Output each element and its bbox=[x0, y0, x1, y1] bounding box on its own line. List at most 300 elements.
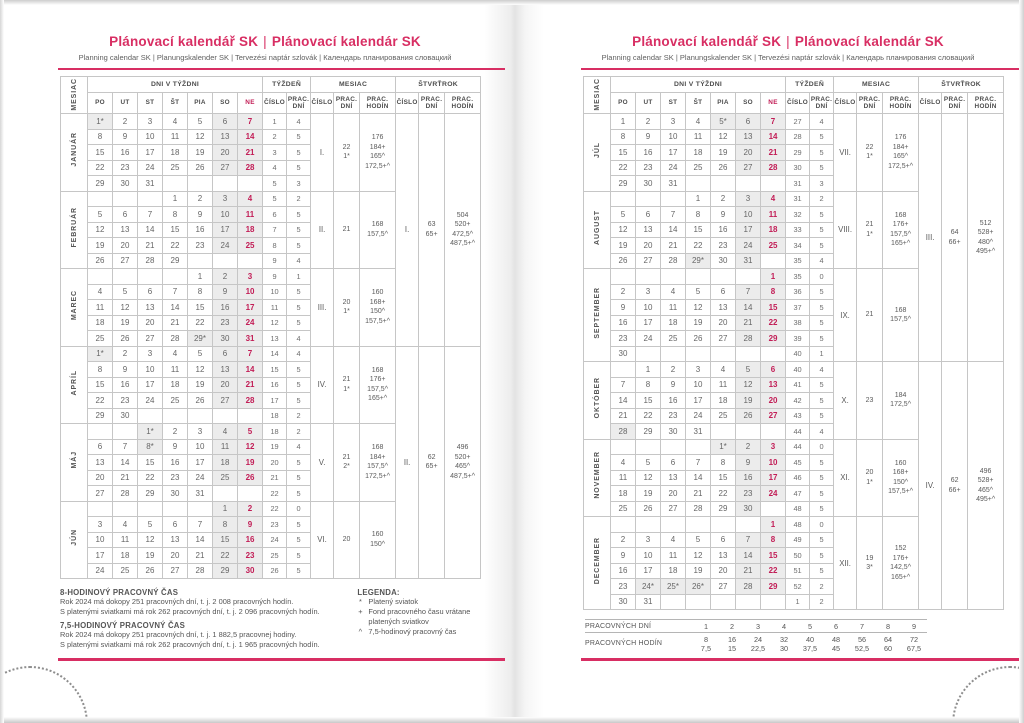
week-number-cell: 28 bbox=[786, 129, 810, 145]
day-cell: 19 bbox=[736, 393, 761, 409]
month-hours-value: 184+ bbox=[892, 143, 909, 151]
day-name-header: NE bbox=[761, 93, 786, 114]
quarter-workdays-value: 64 bbox=[950, 229, 959, 236]
day-cell bbox=[661, 191, 686, 207]
month-label-text: NOVEMBER bbox=[593, 451, 601, 500]
week-workdays-cell: 2 bbox=[287, 191, 311, 207]
day-name-header: ŠT bbox=[686, 93, 711, 114]
week-number-cell: 2 bbox=[263, 129, 287, 145]
quarter-hours-value: 495+^ bbox=[976, 496, 996, 503]
day-cell: 15 bbox=[163, 222, 188, 238]
workhours-8h-value: 72 bbox=[909, 634, 919, 644]
week-workdays-cell: 5 bbox=[287, 362, 311, 378]
day-cell: 19 bbox=[686, 563, 711, 579]
day-cell: 30 bbox=[238, 563, 263, 579]
day-cell: 22 bbox=[611, 160, 636, 176]
day-cell: 2 bbox=[661, 362, 686, 378]
day-cell: 14 bbox=[238, 362, 263, 378]
day-cell: 4 bbox=[163, 346, 188, 362]
week-workdays-cell: 5 bbox=[287, 284, 311, 300]
day-cell bbox=[761, 176, 786, 192]
day-cell: 14 bbox=[163, 300, 188, 316]
day-cell: 30 bbox=[213, 331, 238, 347]
week-number-cell: 35 bbox=[786, 253, 810, 269]
day-cell: 22 bbox=[163, 238, 188, 254]
day-cell: 8 bbox=[636, 377, 661, 393]
workdays-count-cell: 9 bbox=[901, 620, 927, 633]
month-label-text: SEPTEMBER bbox=[593, 286, 601, 339]
quarter-workdays-value: 63 bbox=[427, 221, 436, 229]
day-cell: 19 bbox=[113, 315, 138, 331]
day-name-header: ŠT bbox=[163, 93, 188, 114]
mesiac-column-header-label: MESIAC bbox=[593, 77, 601, 111]
day-cell bbox=[736, 346, 761, 362]
worktime-line: Rok 2024 má dokopy 251 pracovných dní, t. j. 2 008 pracovných hodín. bbox=[60, 597, 294, 606]
day-cell: 12 bbox=[113, 300, 138, 316]
day-cell: 23 bbox=[611, 579, 636, 595]
week-workdays-cell: 2 bbox=[287, 424, 311, 440]
month-hours-cell bbox=[883, 439, 919, 517]
day-cell: 7 bbox=[661, 207, 686, 223]
week-workdays-cell: 0 bbox=[810, 439, 834, 455]
day-cell: 11 bbox=[661, 300, 686, 316]
day-cell: 9 bbox=[636, 129, 661, 145]
day-cell: 2 bbox=[113, 114, 138, 130]
day-cell: 29 bbox=[88, 176, 113, 192]
day-cell: 17 bbox=[88, 548, 113, 564]
day-cell: 25 bbox=[163, 393, 188, 409]
week-number-cell: 31 bbox=[786, 176, 810, 192]
month-label-text: JANUÁR bbox=[70, 132, 78, 168]
day-cell: 18 bbox=[213, 455, 238, 471]
day-cell: 20 bbox=[113, 238, 138, 254]
day-cell: 21 bbox=[138, 238, 163, 254]
day-cell: 14 bbox=[736, 548, 761, 564]
column-header: PRAC. HODÍN bbox=[445, 93, 481, 114]
day-name-header: ST bbox=[138, 93, 163, 114]
month-workdays-cell bbox=[857, 362, 883, 440]
worktime-line: S platenými sviatkami má rok 262 pracovných dní, t. j. 2 096 pracovných hodín. bbox=[60, 607, 320, 616]
day-cell: 11 bbox=[761, 207, 786, 223]
month-workdays-cell bbox=[857, 269, 883, 362]
day-cell: 19 bbox=[238, 455, 263, 471]
day-cell: 1* bbox=[88, 114, 113, 130]
day-cell: 23 bbox=[661, 408, 686, 424]
day-cell: 1 bbox=[761, 517, 786, 533]
day-cell: 15 bbox=[138, 455, 163, 471]
day-cell: 19 bbox=[611, 238, 636, 254]
week-number-cell: 3 bbox=[263, 145, 287, 161]
month-hours-value: 168 bbox=[371, 366, 384, 374]
day-cell: 9 bbox=[113, 129, 138, 145]
month-label-text: DECEMBER bbox=[593, 536, 601, 585]
worktime-notes bbox=[60, 588, 500, 650]
day-cell: 23 bbox=[711, 238, 736, 254]
month-workdays-value: 1* bbox=[866, 230, 873, 238]
week-workdays-cell: 2 bbox=[810, 579, 834, 595]
day-name-header: PIA bbox=[711, 93, 736, 114]
column-header: ČÍSLO bbox=[263, 93, 287, 114]
month-group-header: MESIAC bbox=[834, 77, 919, 93]
month-workdays-value: 1* bbox=[343, 308, 350, 316]
day-cell: 1* bbox=[88, 346, 113, 362]
quarter-hours-value: 496 bbox=[456, 444, 469, 452]
day-cell: 22 bbox=[138, 470, 163, 486]
day-cell bbox=[736, 176, 761, 192]
week-number-cell: 1 bbox=[786, 594, 810, 610]
day-cell bbox=[661, 439, 686, 455]
month-workdays-cell bbox=[334, 114, 360, 192]
day-cell: 13 bbox=[736, 129, 761, 145]
month-label bbox=[61, 191, 88, 269]
month-label bbox=[584, 517, 611, 610]
day-cell: 24 bbox=[88, 563, 113, 579]
month-hours-value: 168 bbox=[894, 211, 907, 219]
week-workdays-cell: 4 bbox=[810, 114, 834, 130]
week-workdays-cell: 5 bbox=[810, 284, 834, 300]
week-workdays-cell: 3 bbox=[287, 176, 311, 192]
legend-symbol: + bbox=[358, 607, 363, 616]
week-number-cell: 15 bbox=[263, 362, 287, 378]
day-cell: 8 bbox=[761, 532, 786, 548]
month-hours-value: 168 bbox=[371, 221, 384, 229]
month-label-text: APRÍL bbox=[70, 369, 78, 395]
day-cell: 22 bbox=[188, 315, 213, 331]
week-workdays-cell: 5 bbox=[810, 331, 834, 347]
day-cell bbox=[636, 346, 661, 362]
day-cell: 11 bbox=[113, 532, 138, 548]
day-cell: 24 bbox=[686, 408, 711, 424]
column-header: PRAC. DNÍ bbox=[334, 93, 360, 114]
day-cell: 2 bbox=[611, 284, 636, 300]
week-number-cell: 31 bbox=[786, 191, 810, 207]
worktime-line: Rok 2024 má dokopy 251 pracovných dní, t. j. 1 882,5 pracovnej hodiny. bbox=[60, 630, 297, 639]
week-workdays-cell: 5 bbox=[287, 532, 311, 548]
day-cell: 23 bbox=[188, 238, 213, 254]
right-page bbox=[553, 10, 1023, 715]
month-label-text: MÁJ bbox=[70, 451, 78, 469]
week-number-cell: 33 bbox=[786, 222, 810, 238]
workhours-cell bbox=[719, 633, 745, 655]
page-title bbox=[30, 34, 500, 49]
day-cell bbox=[661, 269, 686, 285]
photo-edge-left bbox=[0, 0, 4, 723]
day-cell: 22 bbox=[88, 160, 113, 176]
day-cell: 14 bbox=[761, 129, 786, 145]
day-cell: 13 bbox=[636, 222, 661, 238]
week-workdays-cell: 2 bbox=[287, 408, 311, 424]
day-cell: 17 bbox=[213, 222, 238, 238]
workhours-75h-value: 45 bbox=[831, 643, 841, 653]
workhours-75h-value: 60 bbox=[883, 643, 893, 653]
month-label bbox=[61, 346, 88, 424]
day-name-header: ST bbox=[661, 93, 686, 114]
month-hours-value: 168 bbox=[371, 444, 384, 452]
month-workdays-value: 22 bbox=[342, 143, 351, 151]
quarter-number-cell: IV. bbox=[919, 362, 942, 610]
day-cell: 27 bbox=[88, 486, 113, 502]
workhours-75h-value: 30 bbox=[779, 643, 789, 653]
week-group-header: TÝŽDEŇ bbox=[786, 77, 834, 93]
week-workdays-cell: 5 bbox=[287, 517, 311, 533]
column-header: ČÍSLO bbox=[786, 93, 810, 114]
month-hours-cell bbox=[360, 501, 396, 579]
week-workdays-cell: 5 bbox=[810, 160, 834, 176]
month-hours-value: 157,5+^ bbox=[365, 317, 391, 325]
week-number-cell: 48 bbox=[786, 501, 810, 517]
month-workdays-cell bbox=[857, 114, 883, 192]
month-number-cell: II. bbox=[311, 191, 334, 269]
day-cell: 23 bbox=[238, 548, 263, 564]
day-cell: 8* bbox=[138, 439, 163, 455]
day-cell bbox=[761, 346, 786, 362]
day-cell: 18 bbox=[661, 315, 686, 331]
month-label bbox=[584, 114, 611, 192]
week-workdays-cell: 0 bbox=[810, 517, 834, 533]
day-cell bbox=[611, 517, 636, 533]
month-hours-value: 160 bbox=[371, 531, 384, 539]
day-cell: 25 bbox=[163, 160, 188, 176]
day-cell bbox=[238, 408, 263, 424]
day-cell: 17 bbox=[238, 300, 263, 316]
day-cell: 30 bbox=[736, 501, 761, 517]
day-cell: 4 bbox=[611, 455, 636, 471]
worktime-line: S platenými sviatkami má rok 262 pracovných dní, t. j. 1 965 pracovných hodín. bbox=[60, 640, 320, 649]
week-number-cell: 25 bbox=[263, 548, 287, 564]
day-cell: 24 bbox=[636, 331, 661, 347]
month-hours-value: 165+^ bbox=[891, 573, 911, 581]
column-header: PRAC. HODÍN bbox=[968, 93, 1004, 114]
day-cell: 5 bbox=[736, 362, 761, 378]
day-cell: 29 bbox=[611, 176, 636, 192]
day-name-header: PIA bbox=[188, 93, 213, 114]
week-number-cell: 19 bbox=[263, 439, 287, 455]
workhours-8h-value: 48 bbox=[831, 634, 841, 644]
day-cell bbox=[238, 486, 263, 502]
day-cell: 8 bbox=[611, 129, 636, 145]
week-workdays-cell: 5 bbox=[287, 207, 311, 223]
day-cell bbox=[163, 269, 188, 285]
day-cell: 1 bbox=[163, 191, 188, 207]
quarter-hours-value: 465^ bbox=[455, 463, 471, 471]
month-workdays-cell bbox=[857, 191, 883, 269]
week-number-cell: 1 bbox=[263, 114, 287, 130]
day-cell: 16 bbox=[711, 222, 736, 238]
photo-edge-bottom bbox=[0, 717, 1024, 723]
week-number-cell: 23 bbox=[263, 517, 287, 533]
day-cell: 21 bbox=[238, 145, 263, 161]
mesiac-column-header bbox=[584, 77, 611, 114]
day-cell: 4 bbox=[661, 532, 686, 548]
quarter-group-header: ŠTVRŤROK bbox=[919, 77, 1004, 93]
day-cell: 3 bbox=[761, 439, 786, 455]
day-cell: 11 bbox=[711, 377, 736, 393]
day-cell: 31 bbox=[736, 253, 761, 269]
day-cell: 26 bbox=[611, 253, 636, 269]
day-cell: 8 bbox=[213, 517, 238, 533]
day-cell: 7 bbox=[113, 439, 138, 455]
worktime-text-block bbox=[60, 588, 333, 650]
day-cell: 25 bbox=[611, 501, 636, 517]
day-cell: 21 bbox=[188, 548, 213, 564]
quarter-hours-value: 496 bbox=[979, 467, 992, 475]
quarter-hours-value: 504 bbox=[456, 211, 469, 219]
day-cell: 26 bbox=[636, 501, 661, 517]
quarter-hours-value: 528+ bbox=[977, 477, 994, 484]
day-cell: 3 bbox=[188, 424, 213, 440]
day-cell: 25 bbox=[238, 238, 263, 254]
month-label bbox=[584, 269, 611, 362]
column-header: PRAC. DNÍ bbox=[287, 93, 311, 114]
month-number-cell: V. bbox=[311, 424, 334, 502]
quarter-workdays-cell bbox=[419, 114, 445, 347]
day-cell bbox=[163, 408, 188, 424]
month-hours-value: 176+ bbox=[892, 554, 909, 562]
month-hours-cell bbox=[360, 346, 396, 424]
month-hours-cell bbox=[883, 517, 919, 610]
week-workdays-cell: 5 bbox=[810, 129, 834, 145]
week-number-cell: 32 bbox=[786, 207, 810, 223]
day-cell: 13 bbox=[213, 362, 238, 378]
week-workdays-cell: 5 bbox=[810, 455, 834, 471]
week-number-cell: 18 bbox=[263, 408, 287, 424]
day-cell bbox=[113, 191, 138, 207]
week-workdays-cell: 5 bbox=[810, 532, 834, 548]
day-cell: 2 bbox=[188, 191, 213, 207]
page-title bbox=[553, 34, 1023, 49]
day-cell bbox=[88, 501, 113, 517]
week-number-cell: 49 bbox=[786, 532, 810, 548]
month-hours-value: 176 bbox=[371, 134, 384, 142]
month-workdays-value: 20 bbox=[342, 536, 351, 543]
day-cell: 9 bbox=[736, 455, 761, 471]
column-header: PRAC. HODÍN bbox=[360, 93, 396, 114]
week-workdays-cell: 5 bbox=[810, 207, 834, 223]
day-cell: 16 bbox=[636, 145, 661, 161]
day-cell: 17 bbox=[636, 563, 661, 579]
workdays-hours-summary-table bbox=[585, 619, 927, 654]
day-cell: 27 bbox=[138, 331, 163, 347]
month-hours-value: 176+ bbox=[892, 221, 909, 229]
page-subtitle: Planning calendar SK | Planungskalender SK | Tervezési naptár szlovák | Календарь планирования словацкий bbox=[78, 53, 452, 62]
day-cell: 6 bbox=[736, 114, 761, 130]
day-cell bbox=[213, 176, 238, 192]
day-cell: 19 bbox=[138, 548, 163, 564]
photo-edge-top bbox=[0, 0, 1024, 5]
day-cell: 3 bbox=[636, 284, 661, 300]
week-workdays-cell: 5 bbox=[287, 470, 311, 486]
week-workdays-cell: 5 bbox=[810, 408, 834, 424]
day-cell: 5* bbox=[711, 114, 736, 130]
quarter-hours-value: 487,5+^ bbox=[450, 472, 476, 480]
week-number-cell: 17 bbox=[263, 393, 287, 409]
week-number-cell: 27 bbox=[786, 114, 810, 130]
day-cell bbox=[736, 594, 761, 610]
month-hours-value: 165+^ bbox=[891, 240, 911, 248]
day-cell: 31 bbox=[138, 176, 163, 192]
day-cell: 3 bbox=[636, 532, 661, 548]
day-cell: 26 bbox=[138, 563, 163, 579]
title-secondary: Plánovací kalendár SK bbox=[271, 34, 421, 49]
day-cell: 18 bbox=[163, 377, 188, 393]
month-hours-cell bbox=[883, 269, 919, 362]
day-cell: 13 bbox=[711, 548, 736, 564]
day-cell: 27 bbox=[661, 501, 686, 517]
workdays-count-cell: 6 bbox=[823, 620, 849, 633]
day-cell: 17 bbox=[138, 145, 163, 161]
day-cell bbox=[138, 408, 163, 424]
workhours-8h-value: 64 bbox=[883, 634, 893, 644]
day-cell: 29 bbox=[163, 253, 188, 269]
day-cell bbox=[761, 501, 786, 517]
week-workdays-cell: 3 bbox=[810, 176, 834, 192]
day-cell: 16 bbox=[188, 222, 213, 238]
month-hours-value: 160 bbox=[894, 459, 907, 467]
day-cell: 22 bbox=[636, 408, 661, 424]
day-cell: 1* bbox=[711, 439, 736, 455]
day-cell: 10 bbox=[138, 362, 163, 378]
quarter-workdays-value: 66+ bbox=[948, 486, 961, 494]
day-cell: 19 bbox=[686, 315, 711, 331]
week-number-cell: 9 bbox=[263, 269, 287, 285]
day-cell: 6 bbox=[213, 346, 238, 362]
day-cell: 29 bbox=[636, 424, 661, 440]
week-workdays-cell: 5 bbox=[810, 300, 834, 316]
quarter-hours-value: 520+ bbox=[454, 221, 471, 229]
month-hours-value: 150^ bbox=[370, 308, 386, 316]
month-hours-value: 150^ bbox=[370, 540, 386, 548]
week-number-cell: 30 bbox=[786, 160, 810, 176]
day-cell: 3 bbox=[736, 191, 761, 207]
day-cell: 1 bbox=[213, 501, 238, 517]
day-cell: 3 bbox=[238, 269, 263, 285]
month-workdays-value: 22 bbox=[865, 143, 874, 151]
column-header: PRAC. DNÍ bbox=[857, 93, 883, 114]
week-workdays-cell: 5 bbox=[810, 501, 834, 517]
month-number-cell: III. bbox=[311, 269, 334, 347]
month-hours-cell bbox=[883, 114, 919, 192]
day-cell: 28 bbox=[686, 501, 711, 517]
day-cell: 18 bbox=[163, 145, 188, 161]
legend-text: Fond pracovného času vrátane platených sviatkov bbox=[368, 607, 471, 626]
day-cell bbox=[611, 191, 636, 207]
calendar-table-second-half bbox=[583, 76, 1004, 610]
day-cell: 21 bbox=[163, 315, 188, 331]
month-hours-value: 157,5^ bbox=[367, 463, 388, 471]
day-cell: 28 bbox=[736, 579, 761, 595]
day-cell: 10 bbox=[636, 300, 661, 316]
day-cell: 18 bbox=[113, 548, 138, 564]
week-workdays-cell: 5 bbox=[810, 222, 834, 238]
quarter-workdays-cell bbox=[942, 362, 968, 610]
day-cell bbox=[761, 424, 786, 440]
workhours-cell bbox=[901, 633, 927, 655]
day-cell: 25 bbox=[213, 470, 238, 486]
day-cell: 30 bbox=[636, 176, 661, 192]
day-cell: 28 bbox=[661, 253, 686, 269]
day-cell: 14 bbox=[611, 393, 636, 409]
week-number-cell: 22 bbox=[263, 486, 287, 502]
week-workdays-cell: 4 bbox=[287, 331, 311, 347]
week-workdays-cell: 4 bbox=[810, 424, 834, 440]
day-cell: 27 bbox=[711, 579, 736, 595]
day-cell: 20 bbox=[736, 145, 761, 161]
week-number-cell: 36 bbox=[786, 284, 810, 300]
day-cell: 15 bbox=[636, 393, 661, 409]
week-group-header: TÝŽDEŇ bbox=[263, 77, 311, 93]
day-cell: 12 bbox=[686, 548, 711, 564]
day-cell: 27 bbox=[213, 393, 238, 409]
